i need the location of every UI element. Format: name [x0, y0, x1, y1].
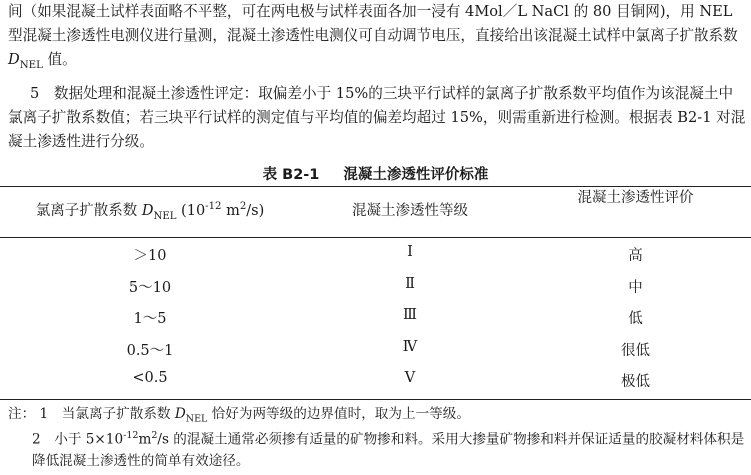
table-row-grade: Ⅴ: [404, 370, 416, 386]
unit-part: m: [138, 431, 152, 448]
note-text: 当氯离子扩散系数: [61, 406, 175, 422]
paragraph-2: 5 数据处理和混凝土渗透性评定：取偏差小于 15%的三块平行试样的氯离子扩散系数平均值作为该混凝土中氯离子扩散系数值；若三块平行试样的测定值与平均值的偏差均超过 15%，则需重新进行检测。根据表 B2-1 对混凝土渗透性进行分级。: [8, 85, 746, 150]
paragraph-1-text: 间（如果混凝土试样表面略不平整，可在两电极与试样表面各加一浸有 4Mol／L NaCl 的 80 目铜网)，用 NEL 型混凝土渗透性电测仪进行量测，混凝土渗透性电测仪可自动调节电压，直接给出该混凝土试样中氯离子扩散系数: [8, 3, 738, 44]
symbol-subscript: NEL: [185, 413, 208, 425]
unit-exponent: -12: [123, 430, 139, 441]
symbol-subscript: NEL: [19, 59, 43, 71]
unit-part: /s): [246, 203, 265, 219]
table-row-range: <0.5: [132, 370, 168, 386]
table-row-rating: 高: [628, 248, 643, 264]
unit-exponent: 2: [151, 430, 158, 441]
table-row-rating: 很低: [621, 343, 650, 359]
table-row-grade: Ⅱ: [405, 276, 415, 292]
table-title: 混凝土渗透性评价标准: [343, 167, 489, 183]
column-header-rating: 混凝土渗透性评价: [577, 190, 694, 206]
table-row-range: ＞10: [133, 248, 167, 264]
unit-part: m: [221, 203, 240, 219]
symbol-d: D: [141, 203, 154, 219]
column-header-grade: 混凝土渗透性等级: [352, 203, 468, 219]
notes-label: 注：: [8, 406, 36, 422]
table-row-rating: 中: [628, 280, 643, 296]
table-row-grade: Ⅲ: [403, 307, 417, 323]
symbol-d: D: [8, 51, 20, 68]
table-row-rating: 低: [628, 311, 643, 327]
note-text: 小于 5×10: [54, 431, 124, 448]
column-header-text: 氯离子扩散系数: [35, 203, 142, 219]
table-row-rating: 极低: [621, 374, 650, 390]
unit-part: (10: [176, 203, 206, 219]
note-text: /s 的混凝土通常必须掺有适量的矿物掺和料。采用大掺量矿物掺和料并保证适量的胶凝材料体积是降低混凝土渗透性的简单有效途径。: [32, 431, 745, 469]
table-row-grade: Ⅰ: [407, 244, 413, 260]
paragraph-1-end: 值。: [42, 51, 77, 68]
table-row-range: 5～10: [128, 280, 172, 296]
table-bottom-rule: [0, 399, 751, 400]
table-header-rule: [0, 237, 751, 238]
table-row-grade: Ⅳ: [402, 339, 418, 355]
table-caption: [0, 163, 751, 184]
paragraph-1: [8, 0, 746, 78]
table-number: 表 B2-1: [262, 167, 320, 183]
unit-exponent: -12: [205, 201, 222, 213]
note-number: 2: [32, 431, 41, 448]
unit-exponent: 2: [239, 201, 247, 213]
note-number: 1: [39, 406, 49, 422]
column-header-diffusion: [0, 199, 300, 222]
symbol-d: D: [174, 406, 186, 422]
table-row-range: 0.5～1: [126, 343, 174, 359]
symbol-subscript: NEL: [153, 210, 177, 222]
table-row-range: 1～5: [133, 311, 167, 327]
note-text: 恰好为两等级的边界值时，取为上一等级。: [207, 406, 470, 422]
note-2: [8, 425, 746, 472]
